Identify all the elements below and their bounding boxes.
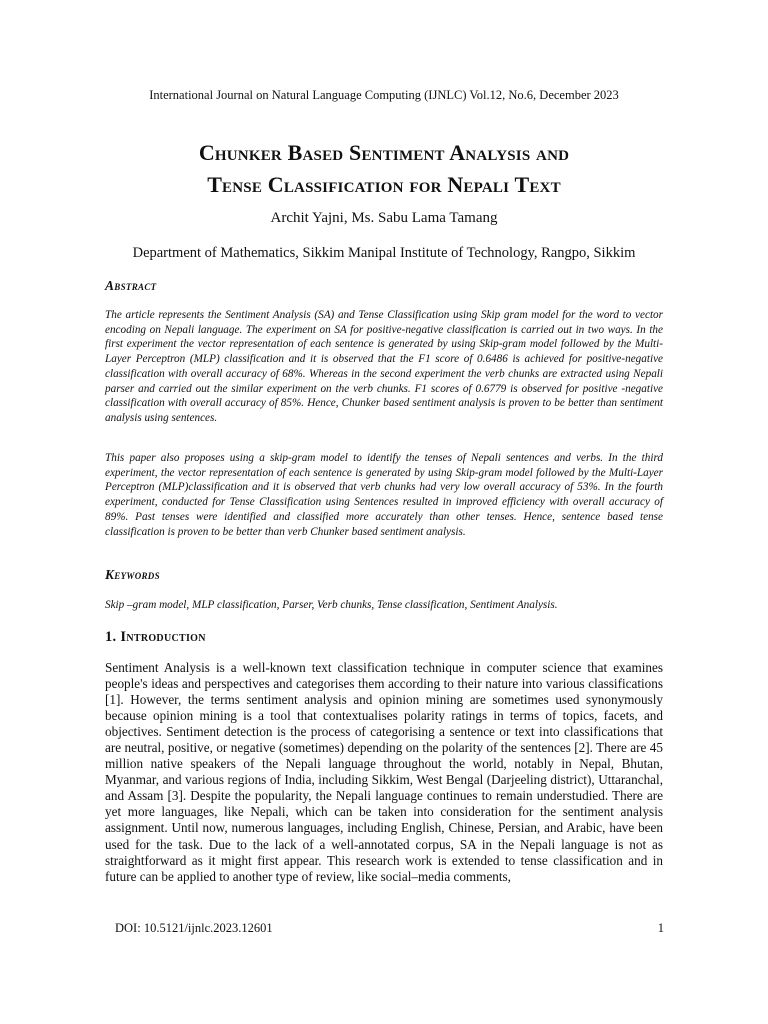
keywords-heading: Keywords xyxy=(105,567,160,582)
paper-title-line-1: Chunker Based Sentiment Analysis and xyxy=(198,140,570,165)
abstract-heading: Abstract xyxy=(105,278,157,293)
paper-title xyxy=(60,137,708,201)
abstract-paragraph-1: The article represents the Sentiment Analysis (SA) and Tense Classification using Skip gram model for the word to vector encoding on Nepali language. The experiment on SA for positive-negative classification is carried out in two ways. In the first experiment the vector representation of each sentence is generated by using Skip-gram model followed by the Multi-Layer Perceptron (MLP) classification and it is observed that the F1 score of 0.6486 is achieved for positive-negative classification with overall accuracy of 68%. Whereas in the second experiment the verb chunks are extracted using Nepali parser and carried out the similar experiment on the verb chunks. F1 scores of 0.6779 is observed for positive -negative classification with overall accuracy of 85%. Hence, Chunker based sentiment analysis is proven to be better than sentiment analysis using sentences. xyxy=(105,309,663,424)
introduction-paragraph: Sentiment Analysis is a well-known text classification technique in computer science that examines people's ideas and perspectives and categorises them according to their nature into various classifications [1]. However, the terms sentiment analysis and opinion mining are sometimes used synonymously because opinion mining is a tool that contextualises polarity ratings in terms of topics, facets, and objectives. Sentiment detection is the process of categorising a sentence or text into classifications that are neutral, positive, or negative (sometimes) depending on the polarity of the sentences [2]. There are 45 million native speakers of the Nepali language throughout the world, notably in Nepal, Bhutan, Myanmar, and various regions of India, including Sikkim, West Bengal (Darjeeling district), Uttaranchal, and Assam [3]. Despite the popularity, the Nepali language continues to remain understudied. There are yet more languages, like Nepali, which can be taken into consideration for the sentiment analysis assignment. Until now, numerous languages, including English, Chinese, Persian, and Arabic, have been used for the task. Due to the lack of a well-annotated corpus, SA in the Nepali language is not as straightforward as it might first appear. This research work is extended to tense classification and in future can be applied to another type of review, like social–media comments, xyxy=(105,660,663,884)
affiliation: Department of Mathematics, Sikkim Manipal Institute of Technology, Rangpo, Sikkim xyxy=(132,245,636,261)
abstract-paragraph-2: This paper also proposes using a skip-gram model to identify the tenses of Nepali sentences and verbs. In the third experiment, the vector representation of each sentence is generated by using Skip-gram model followed by the Multi-Layer Perceptron (MLP)classification and it is observed that verb chunks had very low overall accuracy of 53%. In the fourth experiment, conducted for Tense Classification using Sentences resulted in improved efficiency with overall accuracy of 89%. Past tenses were identified and classified more accurately than other tenses. Hence, sentence based tense classification is proven to be better than verb Chunker based sentiment analysis. xyxy=(105,452,663,538)
introduction-heading: 1. Introduction xyxy=(105,629,206,645)
authors: Archit Yajni, Ms. Sabu Lama Tamang xyxy=(270,210,498,226)
footer-doi: DOI: 10.5121/ijnlc.2023.12601 xyxy=(115,921,273,935)
paper-title-line-2: Tense Classification for Nepali Text xyxy=(207,172,561,197)
keywords-text: Skip –gram model, MLP classification, Parser, Verb chunks, Tense classification, Sentiment Analysis. xyxy=(105,599,558,611)
page-number: 1 xyxy=(657,921,664,935)
journal-header: International Journal on Natural Language Computing (IJNLC) Vol.12, No.6, December 2023 xyxy=(149,88,619,102)
